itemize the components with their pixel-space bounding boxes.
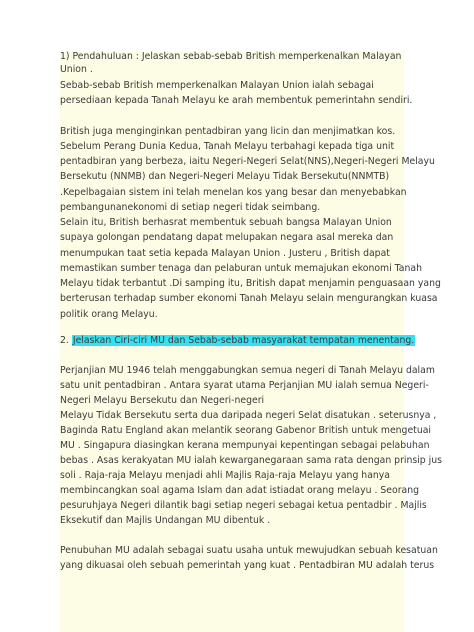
text-line: yang dikuasai oleh sebuah pemerintah yang kuat . Pentadbiran MU adalah terus <box>60 560 435 571</box>
text-line: .Kepelbagaian sistem ini telah menelan kos yang besar dan menyebabkan <box>60 187 407 198</box>
text-line: Melayu Tidak Bersekutu serta dua daripada negeri Selat disatukan . seterusnya , <box>60 410 437 421</box>
text-line: Melayu tidak terbantut .Di samping itu, British dapat menjamin penguasaan yang <box>60 278 441 289</box>
text-line: MU . Singapura diasingkan kerana mempunyai kepentingan sebagai pelabuhan <box>60 440 430 451</box>
text-line: Selain itu, British berhasrat membentuk sebuah bangsa Malayan Union <box>60 217 392 228</box>
text-line: Negeri Melayu Bersekutu dan Negeri-negeri <box>60 395 265 406</box>
text-line: Eksekutif dan Majlis Undangan MU dibentuk . <box>60 515 271 526</box>
question-1-line: 1) Pendahuluan : Jelaskan sebab-sebab British memperkenalkan Malayan <box>60 51 402 62</box>
text-line: satu unit pentadbiran . Antara syarat utama Perjanjian MU ialah semua Negeri- <box>60 380 429 391</box>
text-line: Union . <box>60 64 93 75</box>
text-line: Sebab-sebab British memperkenalkan Malayan Union ialah sebagai <box>60 80 374 91</box>
text-line: Baginda Ratu England akan melantik seorang Gabenor British untuk mengetuai <box>60 425 431 436</box>
text-line: Bersekutu (NNMB) dan Negeri-Negeri Melayu Tidak Bersekutu(NNMTB) <box>60 171 390 182</box>
text-line: pesuruhjaya Negeri dilantik bagi setiap negeri sebagai ketua pentadbir . Majlis <box>60 500 427 511</box>
text-line: Penubuhan MU adalah sebagai suatu usaha untuk mewujudkan sebuah kesatuan <box>60 545 438 556</box>
question-2-line <box>60 335 415 347</box>
text-line: pembangunanekonomi di setiap negeri tidak seimbang. <box>60 202 321 213</box>
text-line: Perjanjian MU 1946 telah menggabungkan semua negeri di Tanah Melayu dalam <box>60 365 435 376</box>
text-line: pentadbiran yang berbeza, iaitu Negeri-Negeri Selat(NNS),Negeri-Negeri Melayu <box>60 156 435 167</box>
text-line: memastikan sumber tenaga dan pelaburan untuk memajukan ekonomi Tanah <box>60 263 422 274</box>
question-2-number: 2. <box>60 335 69 346</box>
text-line: persediaan kepada Tanah Melayu ke arah membentuk pemerintahn sendiri. <box>60 95 413 106</box>
text-line: British juga menginginkan pentadbiran yang licin dan menjimatkan kos. <box>60 126 396 137</box>
text-line: berterusan terhadap sumber ekonomi Tanah Melayu selain mengurangkan kuasa <box>60 293 438 304</box>
text-line: politik orang Melayu. <box>60 309 158 320</box>
question-2-highlight: Jelaskan Ciri-ciri MU dan Sebab-sebab masyarakat tempatan menentang. <box>72 335 415 346</box>
text-line: Sebelum Perang Dunia Kedua, Tanah Melayu terbahagi kepada tiga unit <box>60 141 395 152</box>
text-line: menumpukan taat setia kepada Malayan Union . Justeru , British dapat <box>60 248 390 259</box>
text-line: soli . Raja-raja Melayu menjadi ahli Majlis Raja-raja Melayu yang hanya <box>60 470 390 481</box>
text-line: bebas . Asas kerakyatan MU ialah kewarganegaraan sama rata dengan prinsip jus <box>60 455 442 466</box>
text-line: membincangkan soal agama Islam dan adat istiadat orang melayu . Seorang <box>60 485 420 496</box>
text-line: supaya golongan pendatang dapat melupakan negara asal mereka dan <box>60 232 394 243</box>
